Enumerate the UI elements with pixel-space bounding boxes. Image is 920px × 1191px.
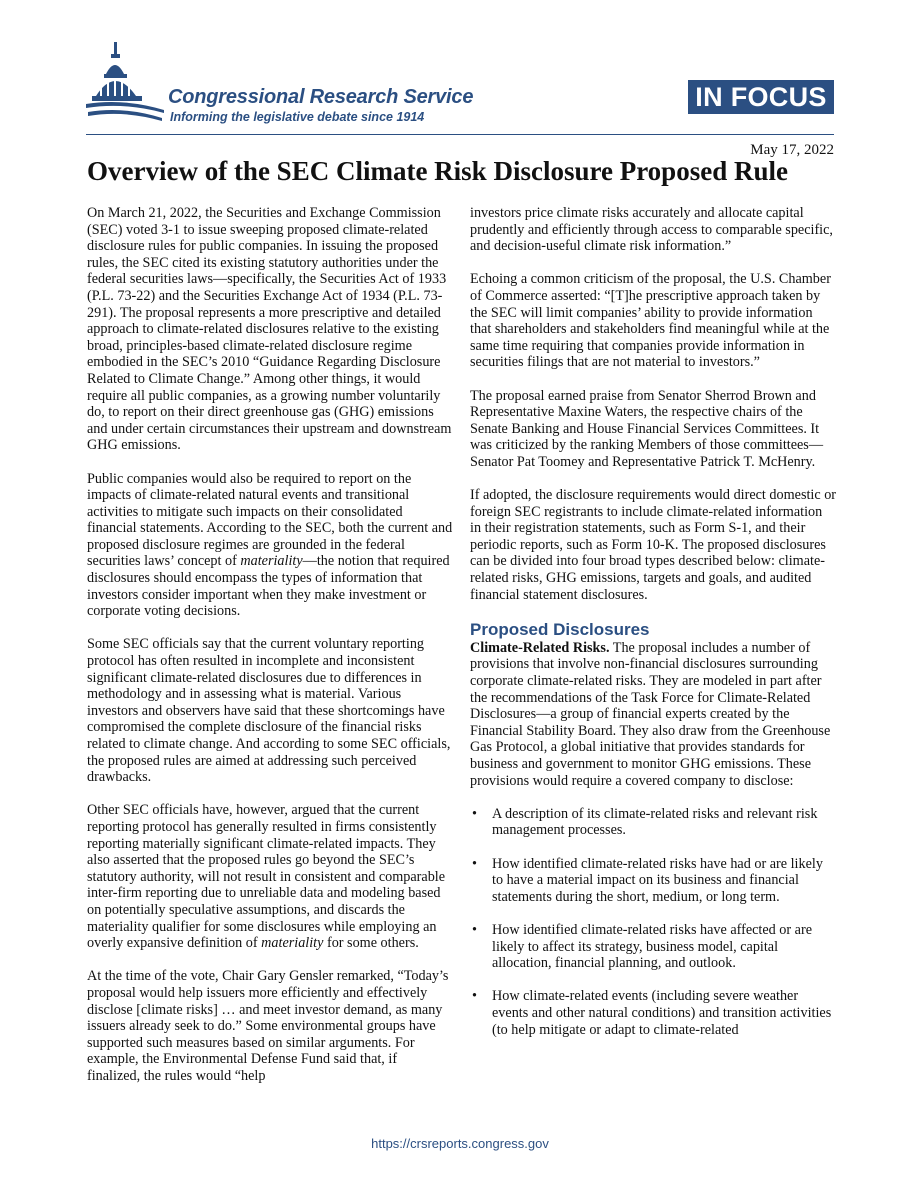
run-in-heading: Climate-Related Risks.	[470, 639, 610, 656]
paragraph: Public companies would also be required to report on the impacts of climate-related natural events and transitional activities to mitigate such impacts on their consolidated financial statements. According to the SEC, both the current and proposed disclosure regimes are grounded in the federal securities laws’ concept of materiality—the notion that required disclosures should encompass the types of information that investors consider important when they make investment or corporate voting decisions.	[87, 470, 453, 620]
header-divider	[86, 134, 834, 135]
paragraph: investors price climate risks accurately and allocate capital prudently and efficiently through access to comparable specific, and decision-useful climate risk information.”	[470, 205, 833, 255]
publication-date: May 17, 2022	[750, 142, 834, 158]
right-column	[470, 205, 836, 1055]
paragraph: Other SEC officials have, however, argued that the current reporting protocol has generally resulted in firms consistently reporting materially significant climate-related impacts. They also asserted that the proposed rules go beyond the SEC’s statutory authority, will not result in consistent and comparable inter-firm reporting due to unreliable data and modeling based on potentially speculative assumptions, and discards the materiality qualifier for some disclosures while employing an overly expansive definition of materiality for some others.	[87, 802, 446, 952]
left-column	[87, 205, 453, 1101]
paragraph: On March 21, 2022, the Securities and Exchange Commission (SEC) voted 3-1 to issue sweeping proposed climate-related disclosure rules for public companies. In issuing the proposed rules, the SEC cited its existing statutory authorities under the federal securities laws—specifically, the Securities Act of 1933 (P.L. 73-22) and the Securities Exchange Act of 1934 (P.L. 73-291). The proposal represents a more prescriptive and detailed approach to climate-related disclosures relative to the existing broad, principles-based climate-related disclosure regime embodied in the SEC’s 2010 “Guidance Regarding Disclosure Related to Climate Change.” Among other things, it would require all public companies, as a growing number voluntarily do, to report on their direct greenhouse gas (GHG) emissions and under certain circumstances their upstream and downstream GHG emissions.	[87, 205, 452, 454]
list-item: • How identified climate-related risks have affected or are likely to affect its strategy, business model, capital allocation, financial planning, and outlook.	[472, 921, 812, 972]
paragraph: Echoing a common criticism of the proposal, the U.S. Chamber of Commerce asserted: “[T]he prescriptive approach taken by the SEC will limit companies’ ability to provide information that shareholders and stakeholders find meaningful while at the same time requiring that companies provide information in securities filings that are not material to investors.”	[470, 271, 831, 371]
footer-link[interactable]: https://crsreports.congress.gov	[371, 1136, 549, 1151]
bullet-icon: •	[472, 805, 477, 822]
paragraph: The proposal earned praise from Senator Sherrod Brown and Representative Maxine Waters, the respective chairs of the Senate Banking and House Financial Services Committees. It was criticized by the ranking Members of those committees—Senator Pat Toomey and Representative Patrick T. McHenry.	[470, 387, 824, 470]
organization-name: Congressional Research Service	[168, 86, 474, 108]
disclosure-list	[470, 806, 836, 1038]
list-item: • How identified climate-related risks have had or are likely to have a material impact on its business and financial statements during the short, medium, or long term.	[472, 855, 823, 905]
emphasis: materiality	[240, 553, 303, 570]
in-focus-badge: IN FOCUS	[688, 80, 834, 114]
bullet-icon: •	[472, 921, 477, 938]
page-title: Overview of the SEC Climate Risk Disclosure Proposed Rule	[87, 156, 788, 186]
paragraph: Climate-Related Risks. The proposal includes a number of provisions that involve non-financial disclosures surrounding corporate climate-related risks. They are modeled in part after the recommendations of the Task Force for Climate-Related Disclosures—a group of financial experts created by the Financial Stability Board. They also draw from the Greenhouse Gas Protocol, a global initiative that provides standards for business and government to monitor GHG emissions. These provisions would require a covered company to disclose:	[470, 639, 831, 789]
emphasis: materiality	[261, 935, 324, 952]
paragraph: At the time of the vote, Chair Gary Gensler remarked, “Today’s proposal would help issuers more efficiently and effectively disclose [climate risks] … and meet investor demand, as many issuers already seek to do.” Some environmental groups have supported such measures based on similar arguments. For example, the Environmental Defense Fund said that, if finalized, the rules would “help	[87, 968, 449, 1084]
bullet-icon: •	[472, 855, 477, 872]
capitol-dome-icon	[84, 40, 164, 130]
section-heading: Proposed Disclosures	[470, 619, 650, 639]
list-item: • A description of its climate-related risks and relevant risk management processes.	[472, 805, 818, 839]
bullet-icon: •	[472, 988, 477, 1005]
paragraph: Some SEC officials say that the current voluntary reporting protocol has often resulted in incomplete and inconsistent significant climate-related disclosures due to differences in methodology and in assessing what is material. Various investors and observers have said that these shortcomings have compromised the complete disclosure of the financial risks related to climate change. And according to some SEC officials, the proposed rules are aimed at addressing such perceived drawbacks.	[87, 636, 451, 786]
report-header	[0, 0, 920, 186]
paragraph: If adopted, the disclosure requirements would direct domestic or foreign SEC registrants to include climate-related information in their registration statements, such as Form S-1, and their periodic reports, such as Form 10-K. The proposed disclosures can be divided into four broad types described below: climate-related risks, GHG emissions, targets and goals, and audited financial statement disclosures.	[470, 487, 837, 603]
list-item: • How climate-related events (including severe weather events and other natural conditions) and transition activities (to help mitigate or adapt to climate-related	[472, 988, 832, 1038]
organization-tagline: Informing the legislative debate since 1914	[170, 110, 425, 124]
